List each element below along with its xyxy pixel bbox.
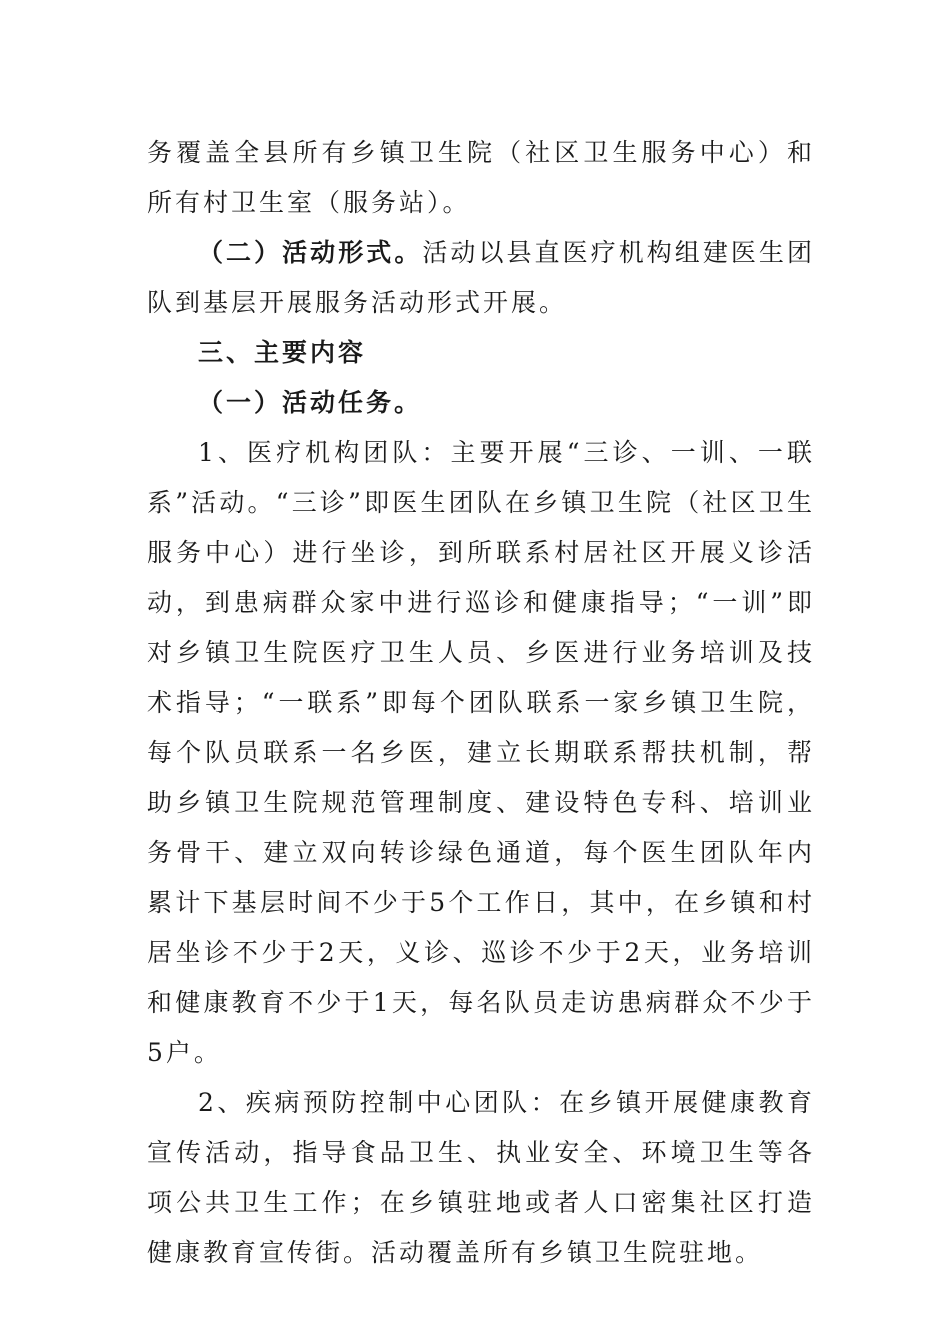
paragraph-activity-form bbox=[147, 228, 815, 328]
document-page bbox=[147, 128, 815, 1278]
paragraph-medical-team: 1、医疗机构团队：主要开展“三诊、一训、一联系”活动。“三诊”即医生团队在乡镇卫生院（社区卫生服务中心）进行坐诊，到所联系村居社区开展义诊活动，到患病群众家中进行巡诊和健康指导；“一训”即对乡镇卫生院医疗卫生人员、乡医进行业务培训及技术指导；“一联系”即每个团队联系一家乡镇卫生院，每个队员联系一名乡医，建立长期联系帮扶机制，帮助乡镇卫生院规范管理制度、建设特色专科、培训业务骨干、建立双向转诊绿色通道，每个医生团队年内累计下基层时间不少于5个工作日，其中，在乡镇和村居坐诊不少于2天，义诊、巡诊不少于2天，业务培训和健康教育不少于1天，每名队员走访患病群众不少于5户。 bbox=[147, 438, 815, 1067]
section-lead-activity-form: （二）活动形式。 bbox=[198, 238, 423, 267]
subsection-heading-tasks: （一）活动任务。 bbox=[198, 388, 423, 417]
paragraph-cdc-team: 2、疾病预防控制中心团队：在乡镇开展健康教育宣传活动，指导食品卫生、执业安全、环境卫生等各项公共卫生工作；在乡镇驻地或者人口密集社区打造健康教育宣传街。活动覆盖所有乡镇卫生院驻地。 bbox=[147, 1088, 815, 1267]
paragraph-coverage: 务覆盖全县所有乡镇卫生院（社区卫生服务中心）和所有村卫生室（服务站）。 bbox=[147, 138, 815, 217]
section-heading-main-content: 三、主要内容 bbox=[198, 338, 367, 367]
activity-form-body: 活动以县直医疗机构组建医生团队到基层开展服务活动形式开展。 bbox=[147, 238, 815, 317]
